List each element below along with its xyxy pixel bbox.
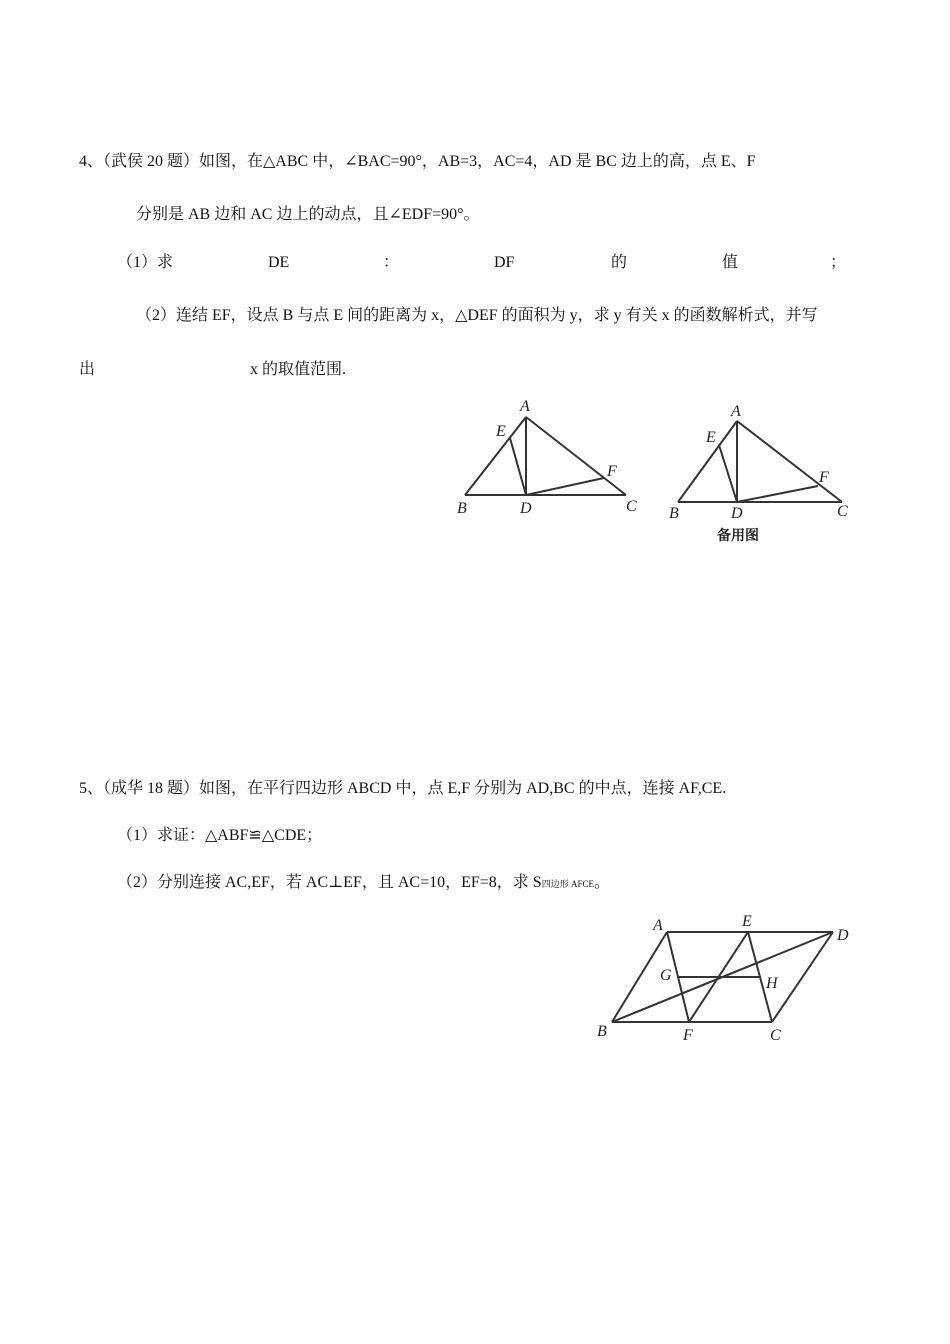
q4-part1-label: （1）求 — [117, 254, 174, 271]
label-a: A — [653, 917, 663, 934]
q5-figure-parallelogram — [590, 910, 860, 1044]
q5-part2-end: 。 — [593, 874, 610, 891]
q4-line2: 分别是 AB 边和 AC 边上的动点，且∠EDF=90°。 — [136, 206, 480, 223]
spare-figure-caption: 备用图 — [717, 528, 759, 544]
q4-part1-semicolon: ； — [830, 254, 847, 271]
q5-part2 — [117, 873, 610, 894]
label-c: C — [770, 1027, 781, 1044]
segment-de — [510, 438, 526, 495]
label-f: F — [683, 1027, 693, 1044]
segment-df — [737, 486, 818, 502]
label-c: C — [837, 503, 848, 520]
label-c: C — [626, 498, 637, 515]
label-a: A — [520, 398, 530, 415]
q5-part1: （1）求证：△ABF≌△CDE； — [117, 827, 323, 844]
label-a: A — [731, 403, 741, 420]
label-h: H — [766, 975, 778, 992]
label-d: D — [731, 505, 743, 522]
q4-part1-colon: ： — [383, 254, 400, 271]
label-d: D — [837, 927, 849, 944]
q4-part2-line1: （2）连结 EF，设点 B 与点 E 间的距离为 x，△DEF 的面积为 y，求 y 有关 x 的函数解析式，并写 — [136, 307, 818, 324]
segment-df — [526, 478, 604, 495]
q4-figure-spare — [660, 400, 860, 550]
q4-part1-de-word: 的 — [611, 254, 628, 271]
q5-part2-subscript: 四边形 AFCE — [541, 879, 594, 889]
q4-figure-main — [450, 395, 640, 525]
label-b: B — [597, 1023, 607, 1040]
q4-line1: 4、（武侯 20 题）如图，在△ABC 中，∠BAC=90°，AB=3，AC=4，AD 是 BC 边上的高，点 E、F — [79, 153, 756, 170]
label-b: B — [457, 500, 467, 517]
q4-part2-range: x 的取值范围. — [250, 361, 347, 378]
q5-line1: 5、（成华 18 题）如图，在平行四边形 ABCD 中，点 E,F 分别为 AD,BC 的中点，连接 AF,CE. — [79, 780, 727, 797]
q4-part1-df: DF — [494, 254, 515, 271]
segment-ab — [612, 932, 667, 1022]
q4-part1-de: DE — [268, 254, 290, 271]
segment-de — [719, 445, 737, 502]
label-f: F — [819, 469, 829, 486]
label-b: B — [669, 505, 679, 522]
q5-part2-main: （2）分别连接 AC,EF，若 AC⊥EF，且 AC=10，EF=8，求 S — [117, 874, 542, 891]
label-e: E — [706, 429, 716, 446]
q4-part1-value-word: 值 — [722, 254, 739, 271]
label-g: G — [660, 967, 672, 984]
label-e: E — [742, 913, 752, 930]
label-f: F — [607, 463, 617, 480]
segment-ac — [737, 421, 842, 502]
q4-part2-out: 出 — [79, 361, 96, 378]
label-d: D — [520, 500, 532, 517]
label-e: E — [496, 423, 506, 440]
